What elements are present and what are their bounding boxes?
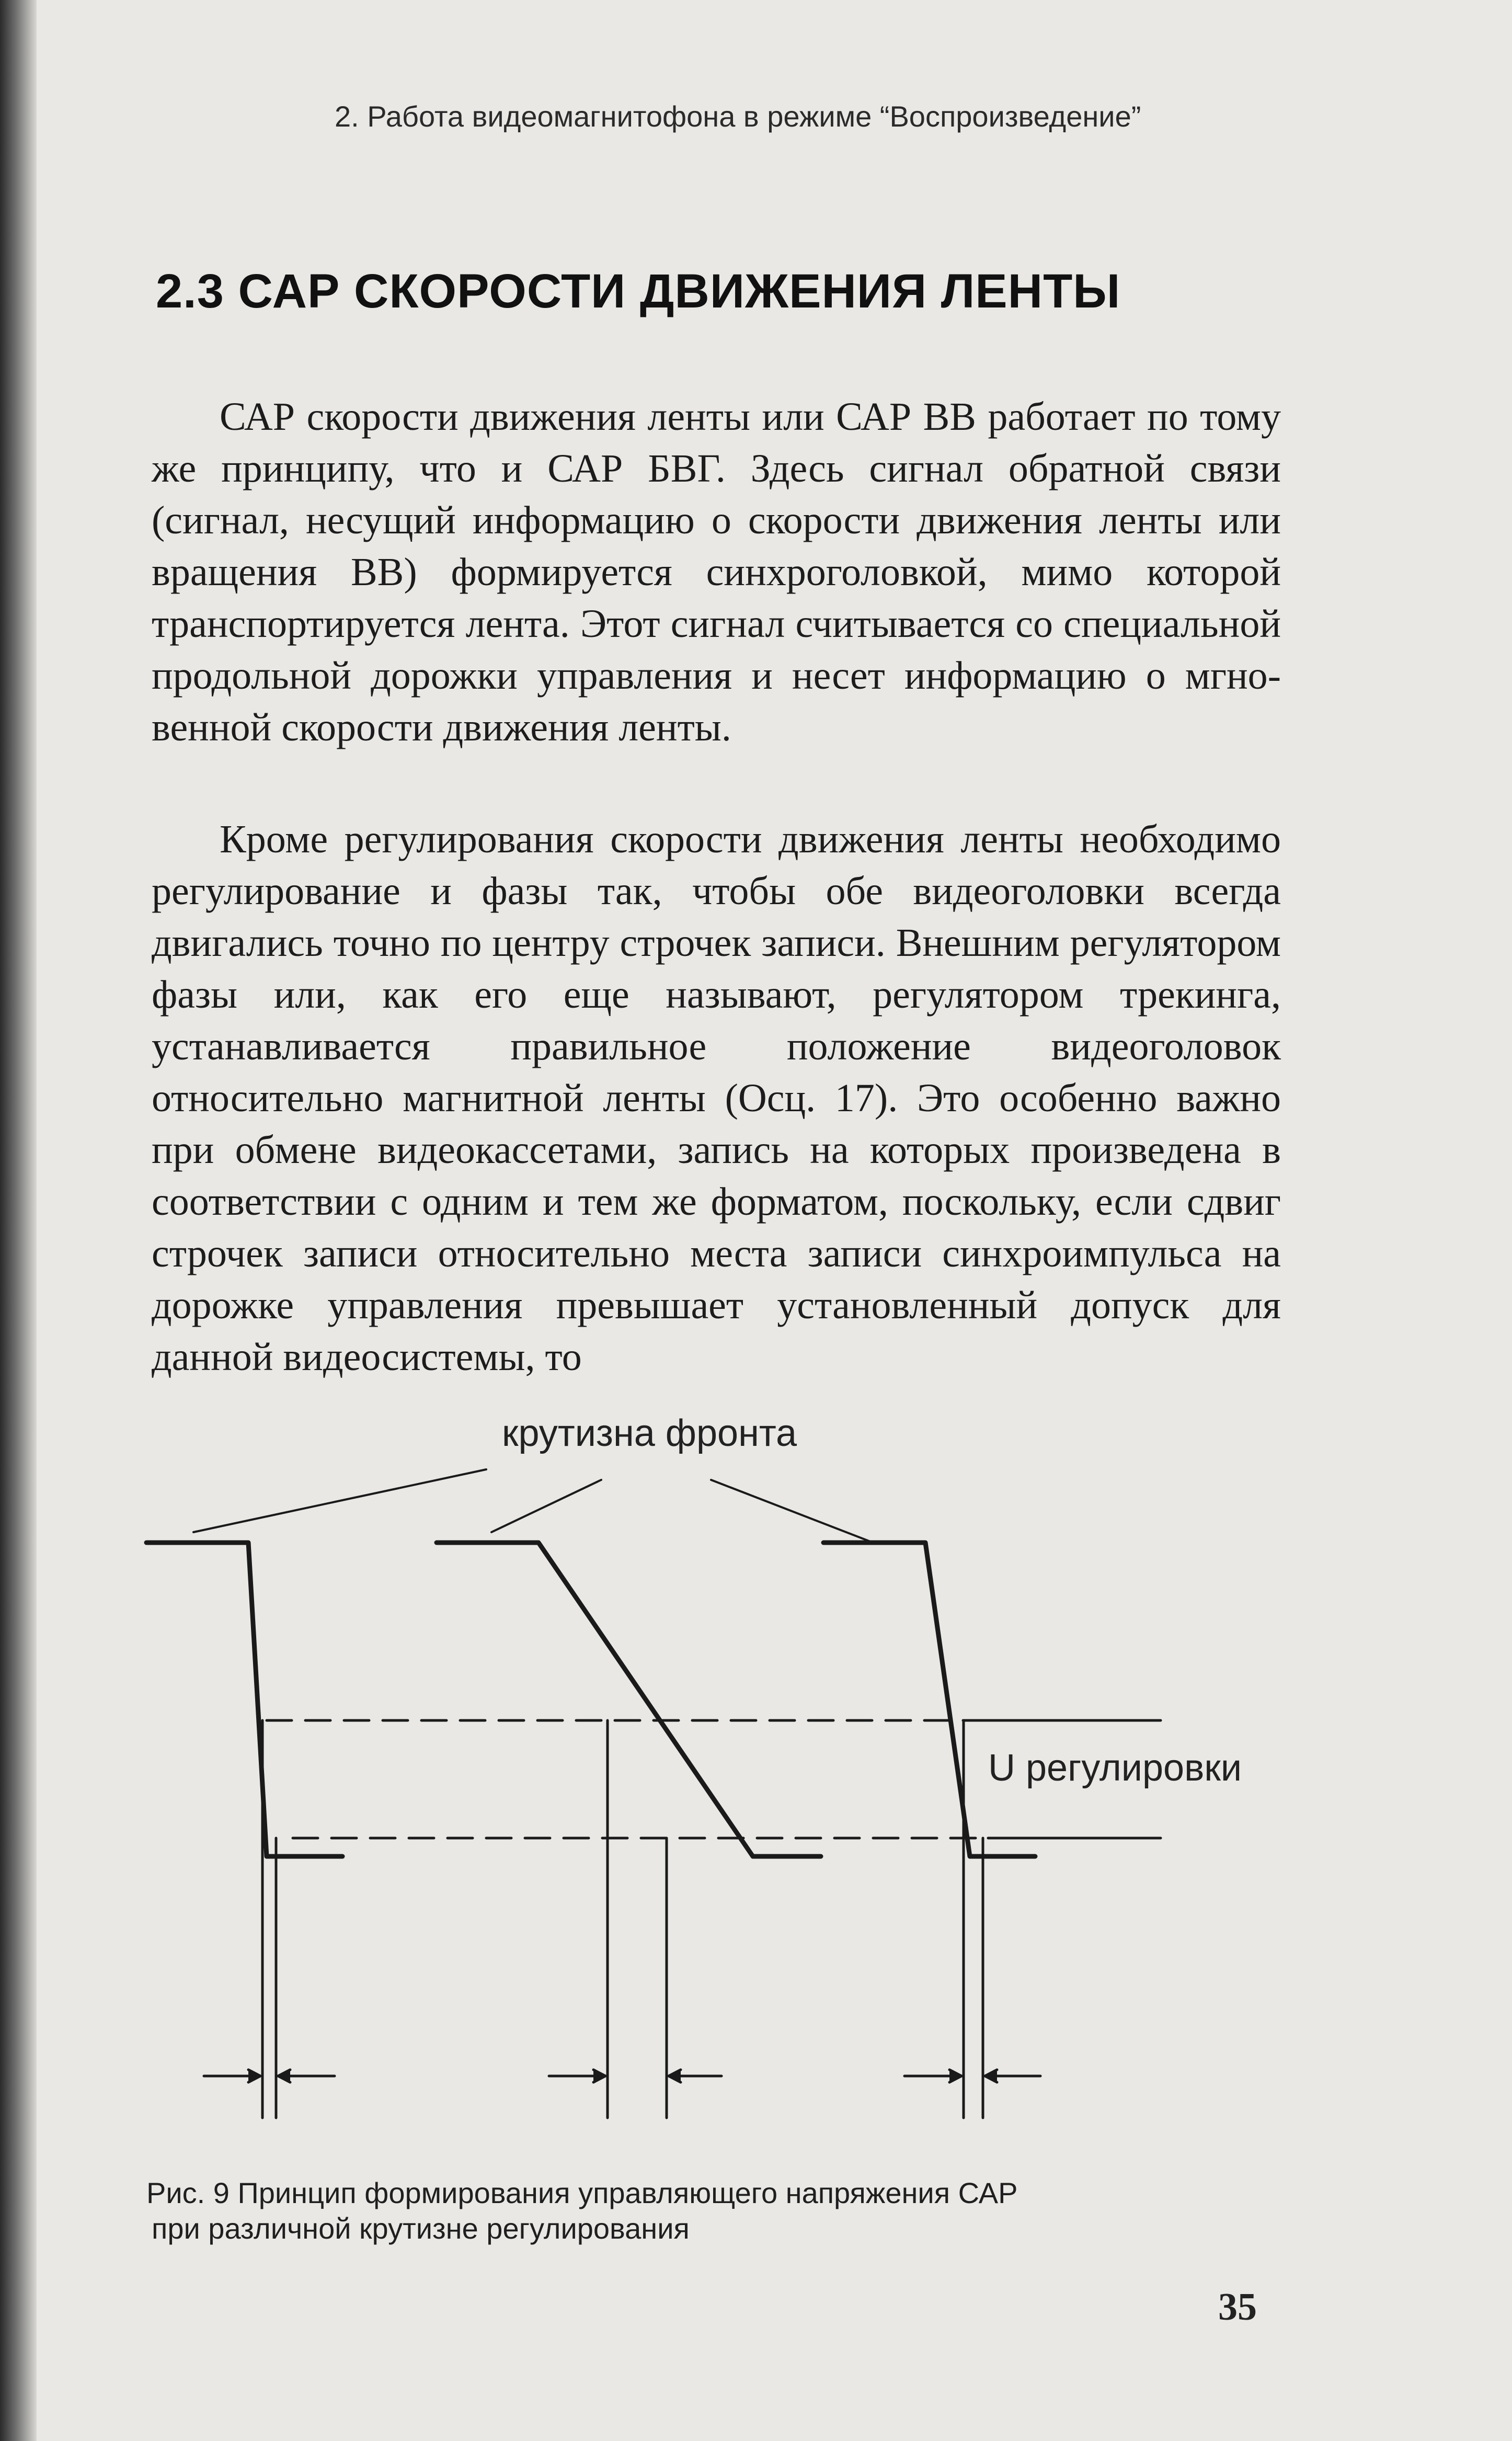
label-slope: крутизна фронта — [502, 1412, 797, 1454]
paragraph: Кроме регулирования скорости движения ленты необходимо регулирование и фазы так, чтобы обе видеоголовки всегда двигались точно по центру строчек записи. Внешним регулятором фазы или, как его еще называют, регулятором трекинга, устанавливается правильное положение видеоголовок относительно магнитной ленты (Осц. 17). Это особенно важно при обмене видеокассетами, запись на которых произведена в соответствии с одним и тем же форматом, поскольку, если сдвиг строчек записи относительно места записи синхроимпульса на дорожке управления превышает установленный допуск для данной видеосистемы, то — [152, 817, 1281, 1379]
pointer-line — [711, 1480, 873, 1543]
running-header: 2. Работа видеомагнитофона в режиме “Воспроизведение” — [335, 100, 1141, 133]
paragraph: САР скорости движения ленты или САР ВВ работает по тому же принципу, что и САР БВГ. Здесь сигнал обратной связи (сигнал, несущий информацию о скорости движения ленты или вращения ВВ) формируется синхроголовкой, мимо которой транспортируется лента. Этот сигнал считывается со специальной продольной дорожки управления и несет информацию о мгновенной скорости движения ленты. — [152, 395, 1281, 749]
page-edge-shadow — [0, 0, 37, 2441]
section-title: 2.3 САР СКОРОСТИ ДВИЖЕНИЯ ЛЕНТЫ — [156, 265, 1121, 318]
interval-arrows — [204, 2070, 1040, 2082]
page-number: 35 — [1218, 2286, 1257, 2329]
figure-caption — [146, 2175, 1244, 2246]
waveform-gentle — [437, 1543, 821, 1856]
caption-line: Рис. 9 Принцип формирования управляющего напряжения САР — [146, 2176, 1018, 2209]
pointer-line — [491, 1480, 601, 1532]
waveform-steep — [146, 1543, 342, 1856]
label-regulation-voltage: U регулировки — [988, 1747, 1242, 1789]
waveform-medium — [823, 1543, 1035, 1856]
figure-slope-diagram — [141, 1412, 1312, 2134]
pointer-line — [193, 1469, 486, 1532]
caption-line: при различной крутизне регулирования — [152, 2212, 690, 2245]
